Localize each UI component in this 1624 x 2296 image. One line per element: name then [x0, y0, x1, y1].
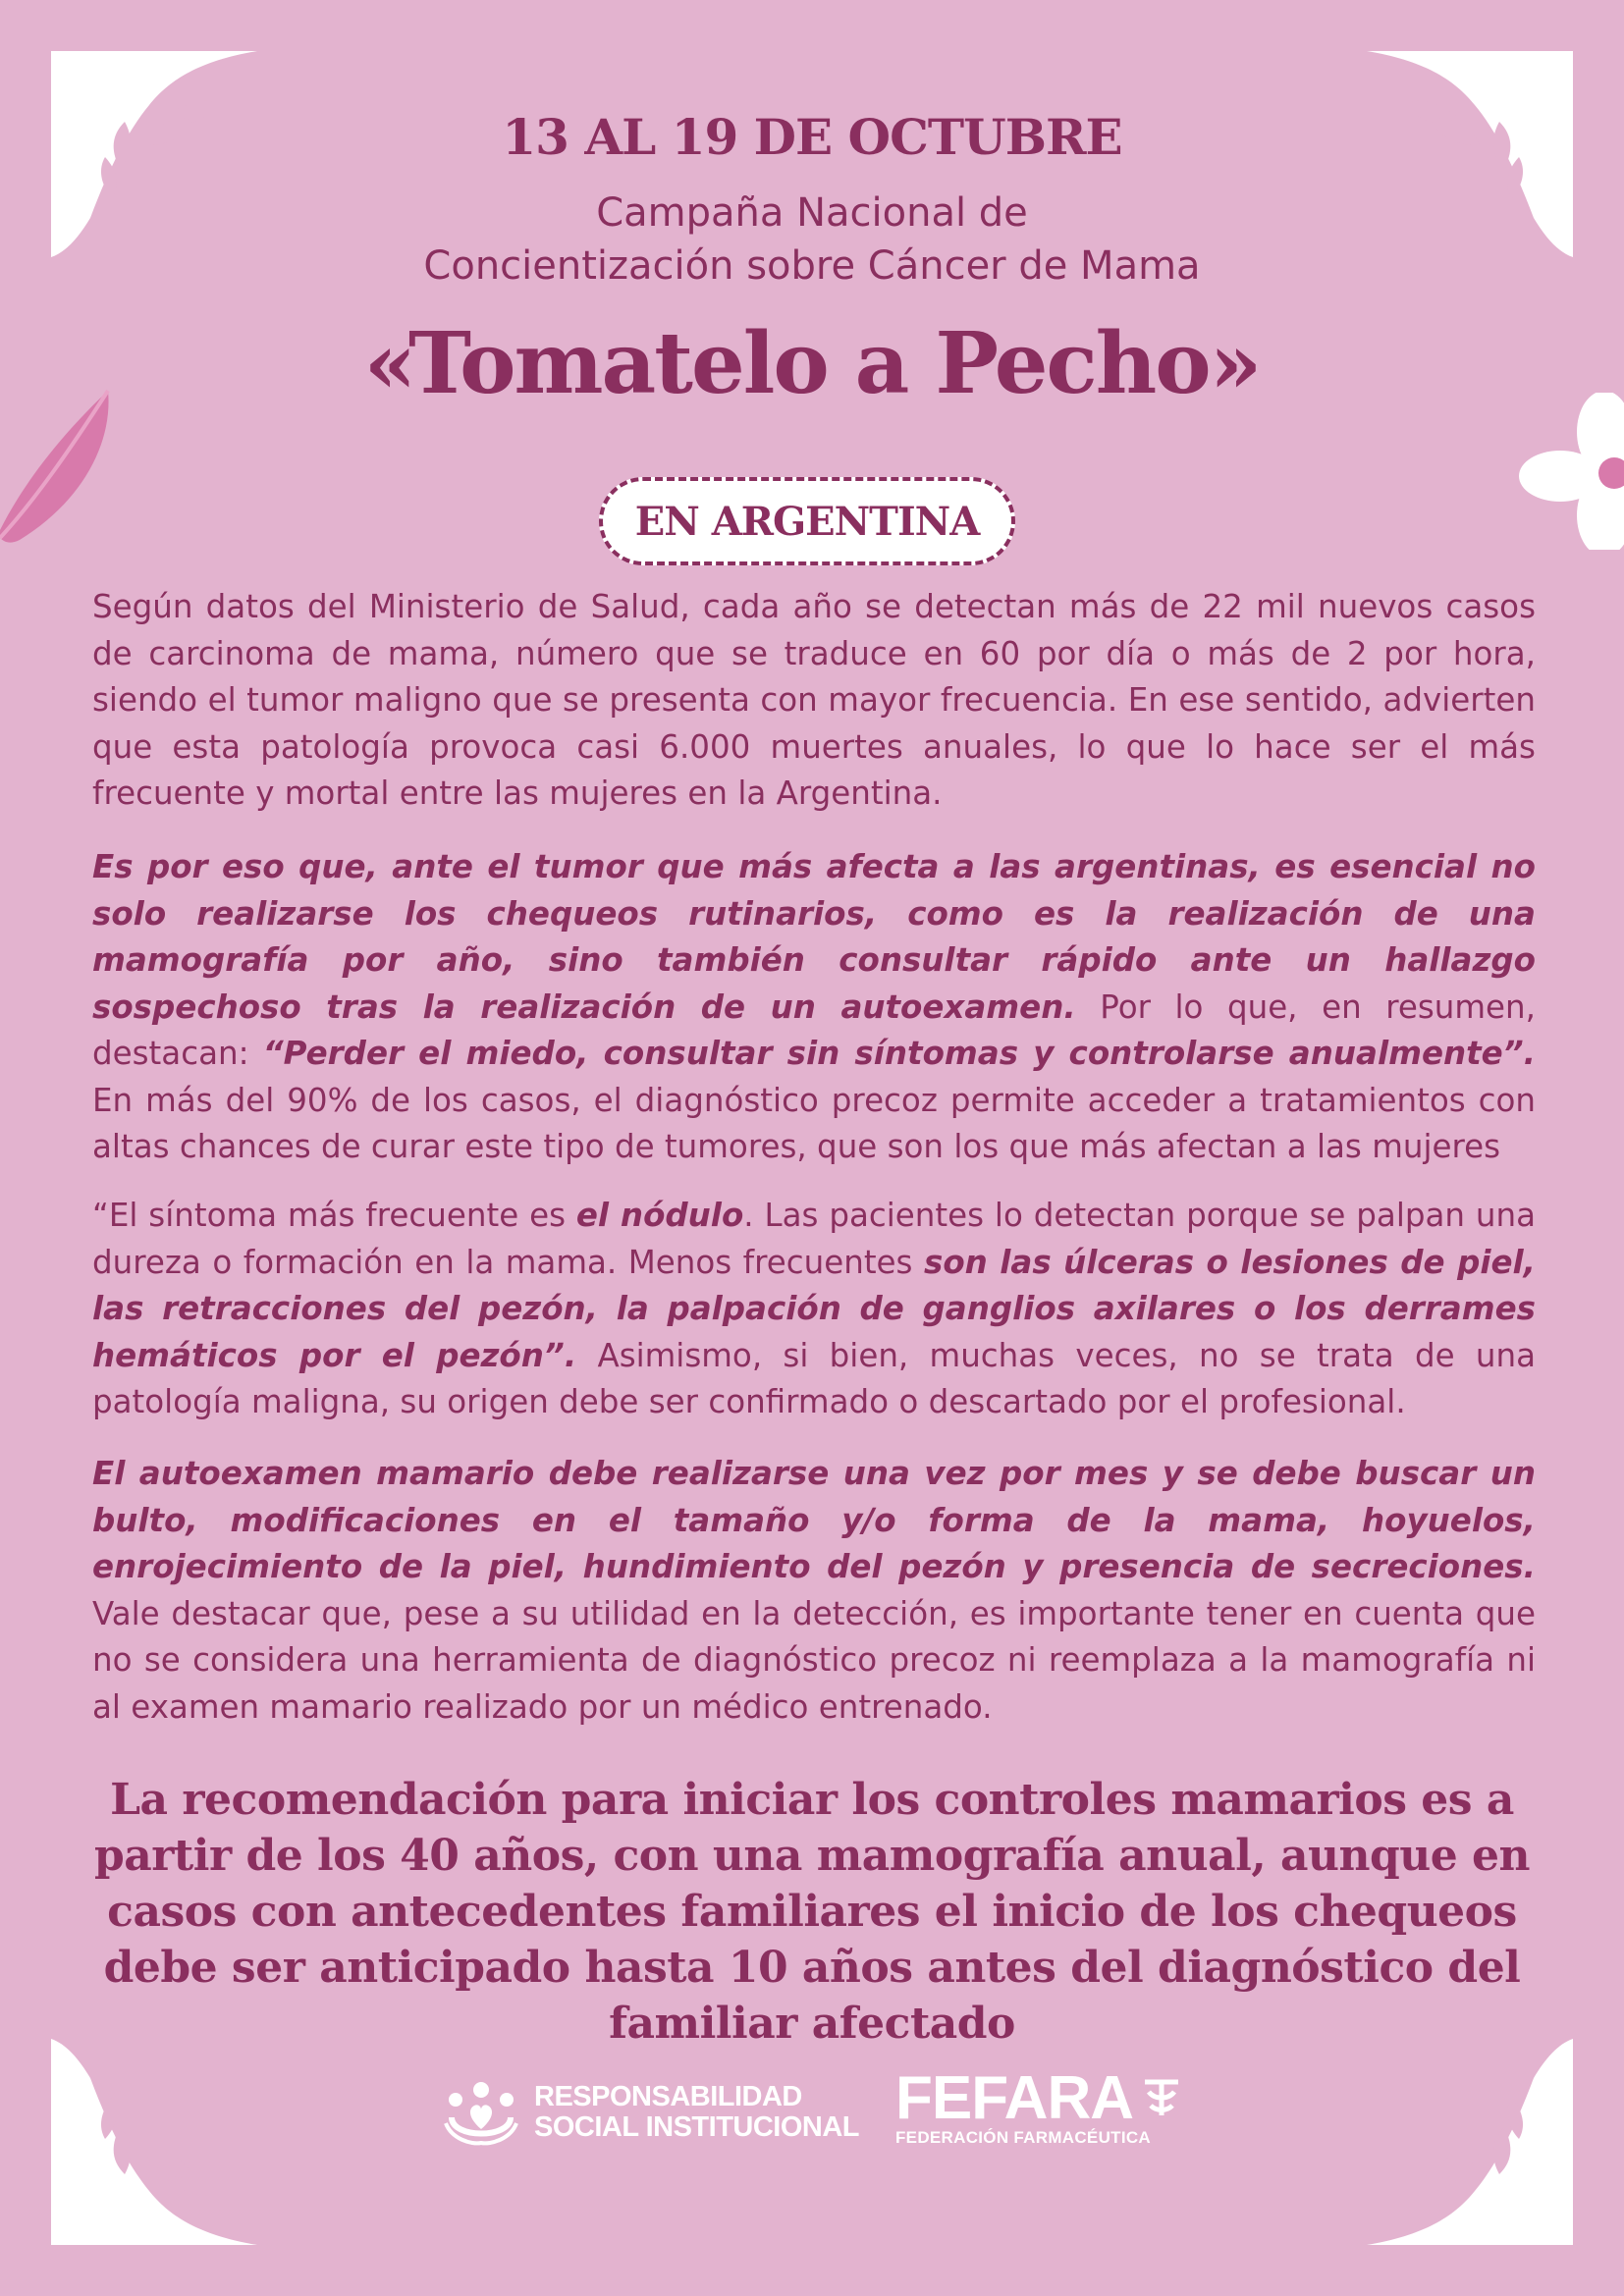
rsi-logo — [442, 2073, 859, 2152]
body-text: . Las pacientes lo detectan porque se palpan una dureza o formación en la mama. Menos frecuentes — [92, 1197, 1537, 1281]
paragraph-statistics: Según datos del Ministerio de Salud, cada año se detectan más de 22 mil nuevos casos de carcinoma de mama, número que se traduce en 60 por día o más de 2 por hora, siendo el tumor maligno que se presenta con mayor frecuencia. En ese sentido, advierten que esta patología provoca casi 6.000 muertes anuales, lo que lo hace ser el más frecuente y mortal entre las mujeres en la Argentina. — [92, 588, 1536, 812]
emphasis-text: son las úlceras o lesiones de piel, las retracciones del pezón, la palpación de ganglios axilares o los derrames hemáticos por el pezón”. — [92, 1243, 1537, 1374]
paragraph-symptoms — [92, 1193, 1536, 1426]
rsi-logo-line: RESPONSABILIDAD — [534, 2081, 802, 2112]
fefara-logo-name: FEFARA — [895, 2064, 1133, 2132]
campaign-subtitle — [0, 187, 1624, 293]
corner-ornament-bottom-left — [51, 2039, 257, 2245]
recommendation-text: La recomendación para iniciar los controles mamarios es a partir de los 40 años, con una mamografía anual, aunque en casos con antecedentes familiares el inicio de los chequeos debe ser anticipado hasta 10 años antes del diagnóstico del familiar afectado — [93, 1775, 1531, 2049]
subtitle-line: Concientización sobre Cáncer de Mama — [423, 243, 1201, 289]
section-badge: EN ARGENTINA — [599, 477, 1015, 565]
emphasis-quote: “Perder el miedo, consultar sin síntomas y controlarse anualmente”. — [262, 1035, 1536, 1072]
corner-ornament-icon — [1367, 2039, 1573, 2245]
body-text: Asimismo, si bien, muchas veces, no se trata de una patología maligna, su origen debe ser confirmado o descartado por el profesional. — [92, 1336, 1536, 1420]
rsi-logo-line: SOCIAL INSTITUCIONAL — [534, 2111, 860, 2143]
corner-ornament-bottom-right — [1367, 2039, 1573, 2245]
campaign-date: 13 AL 19 DE OCTUBRE — [502, 108, 1122, 166]
fefara-logo-icon — [1139, 2076, 1184, 2121]
body-text: En más del 90% de los casos, el diagnóstico precoz permite acceder a tratamientos con altas chances de curar este tipo de tumores, que son los que más afectan a las mujeres — [92, 1081, 1536, 1165]
corner-ornament-icon — [51, 2039, 257, 2245]
flower-decoration-icon — [1516, 393, 1624, 550]
body-text: Vale destacar que, pese a su utilidad en la detección, es importante tener en cuenta que no se considera una herramienta de diagnóstico precoz ni reemplaza a la mamografía ni al examen mamario realizado por un médico entrenado. — [92, 1594, 1536, 1726]
fefara-logo-subtitle: FEDERACIÓN FARMACÉUTICA — [895, 2128, 1152, 2147]
body-text: “El síntoma más frecuente es — [92, 1197, 576, 1234]
emphasis-text: el nódulo — [575, 1197, 744, 1234]
paragraph-checkups — [92, 844, 1536, 1171]
paragraph-self-exam — [92, 1451, 1536, 1731]
emphasis-text: Es por eso que, ante el tumor que más afecta a las argentinas, es esencial no solo realizarse los chequeos rutinarios, como es la realización de una mamografía por año, sino también consultar rápido ante un hallazgo sospechoso tras la realización de un autoexamen. — [92, 848, 1536, 1026]
subtitle-line: Campaña Nacional de — [596, 190, 1028, 236]
rsi-logo-icon — [442, 2078, 520, 2147]
emphasis-text: El autoexamen mamario debe realizarse una vez por mes y se debe buscar un bulto, modificaciones en el tamaño y/o forma de la mama, hoyuelos, enrojecimiento de la piel, hundimiento del pezón y presencia de secreciones. — [92, 1455, 1536, 1585]
body-text: Por lo que, en resumen, destacan: — [92, 988, 1536, 1072]
fefara-logo — [895, 2064, 1184, 2148]
campaign-title: «Tomatelo a Pecho» — [363, 314, 1261, 413]
